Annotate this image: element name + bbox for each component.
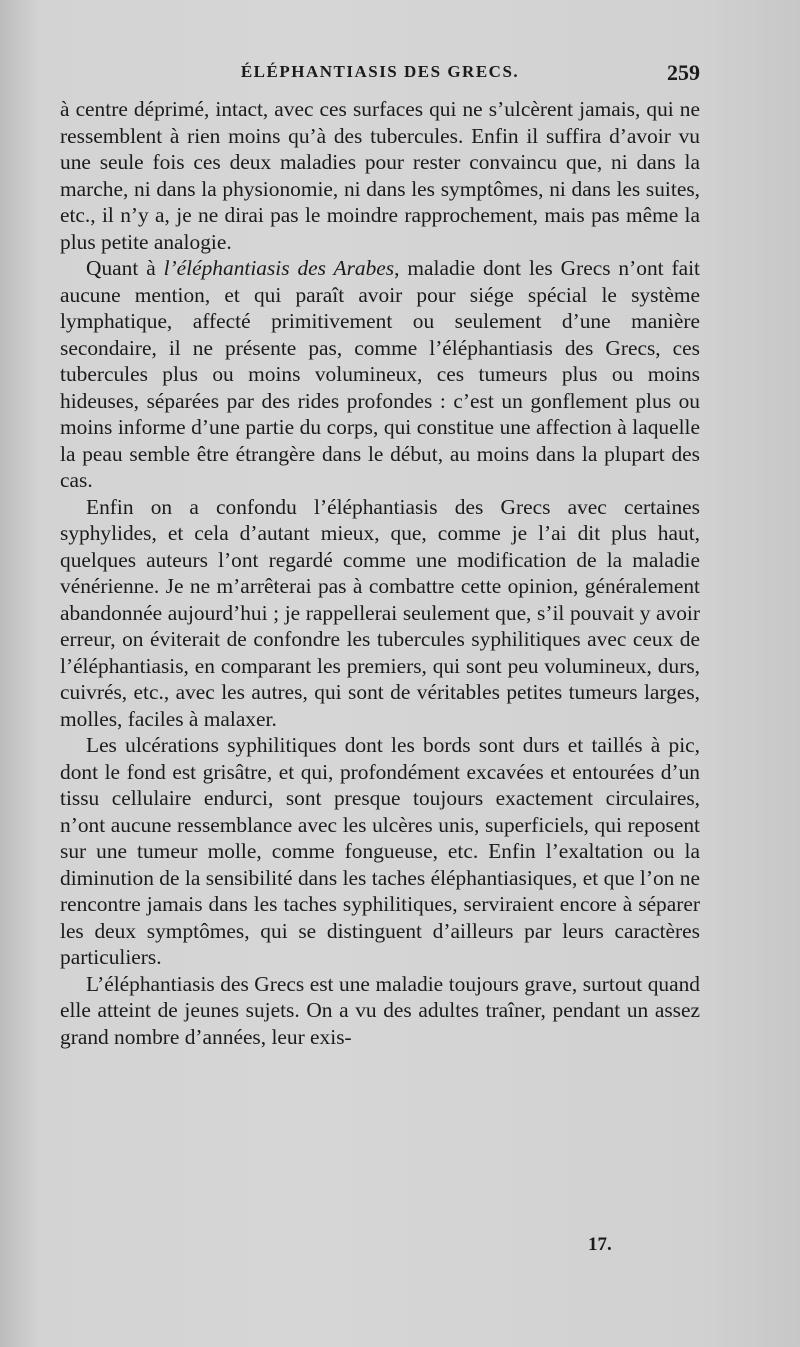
body-text bbox=[60, 96, 700, 1050]
signature-mark: 17. bbox=[588, 1234, 612, 1255]
paragraph bbox=[60, 494, 700, 733]
text-segment: à centre déprimé, intact, avec ces surfaces qui ne s’ulcèrent jamais, qui ne ressemblent à rien moins qu’à des tubercules. Enfin il suffira d’avoir vu une seule fois ces deux maladies pour rester convaincu que, ni dans la marche, ni dans la physionomie, ni dans les symptômes, ni dans les suites, etc., il n’y a, je ne dirai pas le moindre rapprochement, mais pas même la plus petite analogie. bbox=[60, 97, 700, 254]
text-segment: Enfin on a confondu l’éléphantiasis des Grecs avec certaines syphylides, et cela d’autant mieux, que, comme je l’ai dit plus haut, quelques auteurs l’ont regardé comme une modification de la maladie vénérienne. Je ne m’arrêterai pas à combattre cette opinion, généralement abandonnée aujourd’hui ; je rappellerai seulement que, s’il pouvait y avoir erreur, on éviterait de confondre les tubercules syphilitiques avec ceux de l’éléphantiasis, en comparant les premiers, qui sont peu volumineux, durs, cuivrés, etc., avec les autres, qui sont de véritables petites tumeurs larges, molles, faciles à malaxer. bbox=[60, 494, 700, 731]
page-number: 259 bbox=[667, 60, 700, 85]
text-segment: Quant à bbox=[86, 256, 164, 280]
paragraph bbox=[60, 971, 700, 1051]
page-header bbox=[60, 60, 700, 90]
text-segment: Les ulcérations syphilitiques dont les bords sont durs et taillés à pic, dont le fond est grisâtre, et qui, profondément excavées et entourées d’un tissu cellulaire endurci, sont presque toujours exactement circulaires, n’ont aucune ressemblance avec les ulcères unis, superficiels, qui reposent sur une tumeur molle, comme fongueuse, etc. Enfin l’exaltation ou la diminution de la sensibilité dans les taches éléphantiasiques, et que l’on ne rencontre jamais dans les taches syphilitiques, serviraient encore à séparer les deux symptômes, qui se distinguent d’ailleurs par leurs caractères particuliers. bbox=[60, 733, 700, 969]
italic-term: l’éléphantiasis des Arabes bbox=[163, 256, 395, 280]
paragraph bbox=[60, 255, 700, 494]
running-title: ÉLÉPHANTIASIS DES GRECS. bbox=[240, 62, 520, 81]
paragraph bbox=[60, 96, 700, 255]
paragraph bbox=[60, 732, 700, 971]
text-segment: L’éléphantiasis des Grecs est une maladie toujours grave, surtout quand elle atteint de jeunes sujets. On a vu des adultes traîner, pendant un assez grand nombre d’années, leur exis- bbox=[60, 971, 700, 1049]
text-segment: , maladie dont les Grecs n’ont fait aucune mention, et qui paraît avoir pour siége spécial le système lymphatique, affecté primitivement ou seulement d’une manière secondaire, il ne présente pas, comme l’éléphantiasis des Grecs, ces tubercules plus ou moins volumineux, ces tumeurs plus ou moins hideuses, séparées par des rides profondes : c’est un gonflement plus ou moins informe d’une partie du corps, qui constitue une affection à laquelle la peau semble être étrangère dans le début, au moins dans la plupart des cas. bbox=[60, 256, 701, 492]
